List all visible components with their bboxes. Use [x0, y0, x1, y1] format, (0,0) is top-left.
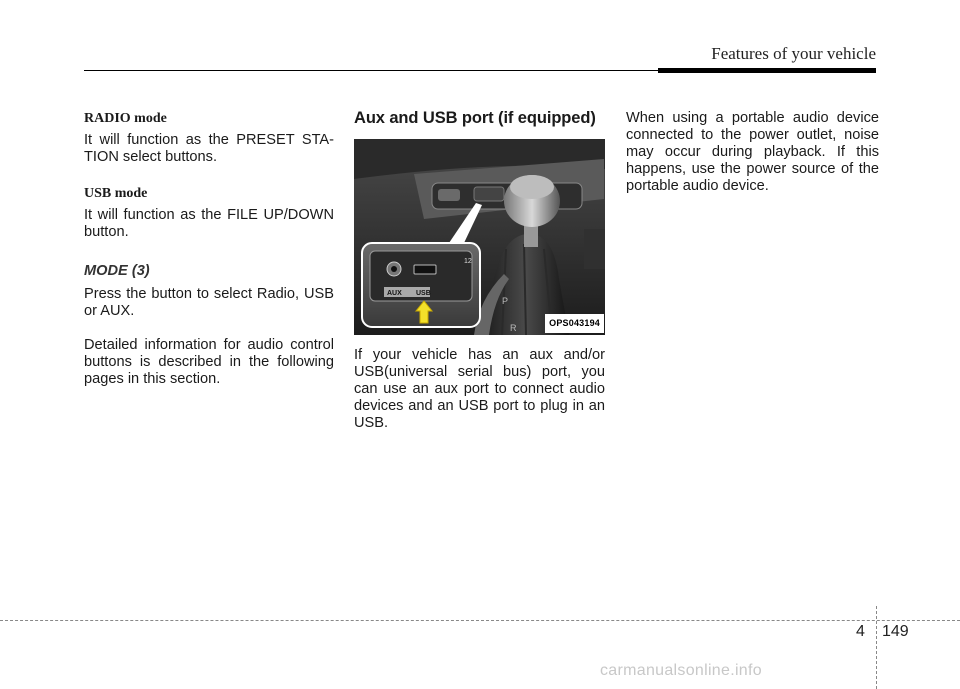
watermark-text: carmanualsonline.info	[600, 662, 762, 679]
page-number: 149	[882, 623, 909, 640]
usb-mode-text: It will function as the FILE UP/DOWN button.	[84, 207, 334, 240]
header-bar	[658, 68, 876, 73]
section-title: Aux and USB port (if equipped)	[354, 109, 596, 127]
aux-usb-photo	[354, 139, 605, 335]
mode-text: Press the button to select Radio, USB or AUX.	[84, 286, 334, 319]
column-middle	[354, 110, 605, 432]
usb-port-label: USB	[416, 290, 431, 297]
mode-heading: MODE (3)	[84, 263, 150, 279]
column-left	[84, 110, 334, 388]
footer-dashed-rule	[0, 620, 960, 621]
header-title: Features of your vehicle	[711, 44, 876, 63]
chapter-number: 4	[856, 623, 865, 640]
footer-vertical-rule	[876, 606, 877, 689]
aux-usb-text: If your vehicle has an aux and/or USB(universal serial bus) port, you can use an aux port to connect audio devices and an USB port to plug in an USB.	[354, 347, 605, 431]
usb-mode-heading: USB mode	[84, 186, 148, 201]
gear-r-label: R	[510, 323, 517, 333]
detail-text: Detailed information for audio control buttons is described in the following pages in this section.	[84, 337, 334, 387]
radio-mode-heading: RADIO mode	[84, 111, 167, 126]
column-right	[626, 110, 879, 195]
outlet-12-label: 12	[464, 258, 472, 265]
header-rule	[84, 70, 658, 71]
portable-audio-text: When using a portable audio device connected to the power outlet, noise may occur during playback. If this happens, use the power source of the portable audio device.	[626, 110, 879, 194]
photo-caption: OPS043194	[545, 314, 604, 333]
gear-p-label: P	[502, 296, 509, 306]
aux-port-label: AUX	[387, 290, 402, 297]
console-illustration	[354, 139, 605, 335]
radio-mode-text: It will function as the PRESET STA-TION select buttons.	[84, 132, 334, 165]
